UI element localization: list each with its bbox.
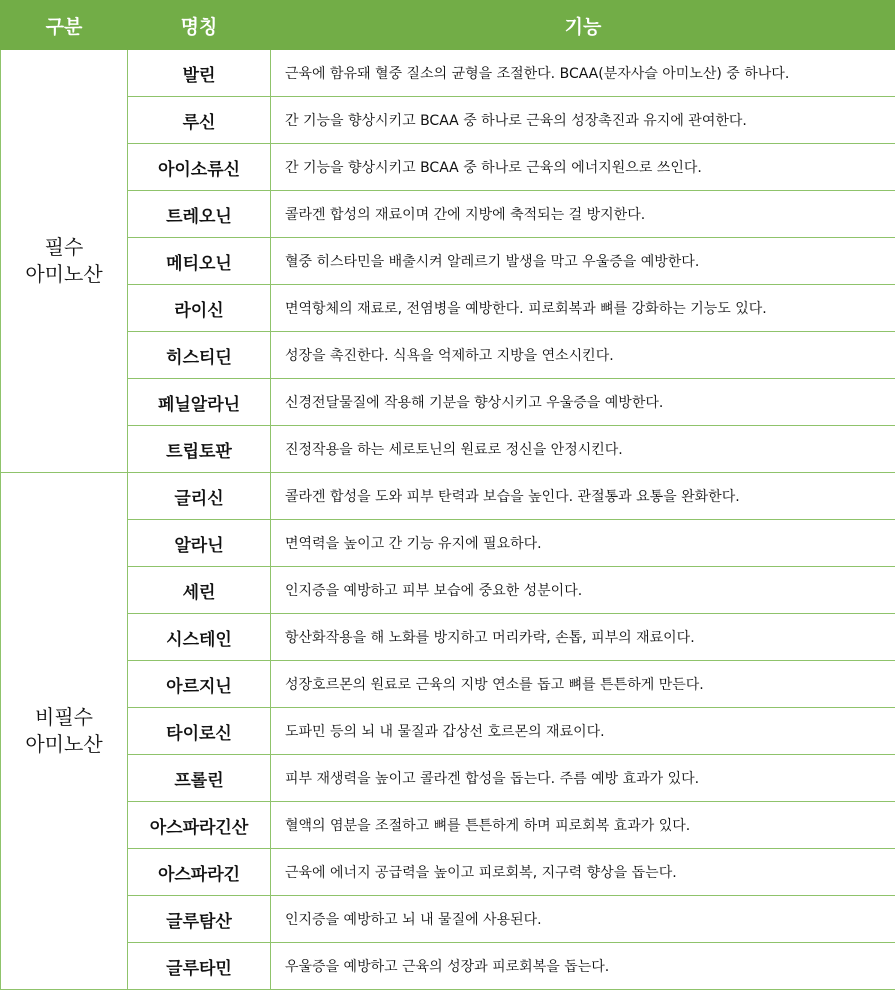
table-row [1, 191, 895, 238]
amino-acid-function: 성장호르몬의 원료로 근육의 지방 연소를 돕고 뼈를 튼튼하게 만든다. [271, 661, 895, 708]
amino-acid-name: 히스티딘 [128, 332, 271, 379]
amino-acid-name: 트레오닌 [128, 191, 271, 238]
amino-acid-function: 항산화작용을 해 노화를 방지하고 머리카락, 손톱, 피부의 재료이다. [271, 614, 895, 661]
amino-acid-function: 혈중 히스타민을 배출시켜 알레르기 발생을 막고 우울증을 예방한다. [271, 238, 895, 285]
amino-acid-function: 콜라겐 합성을 도와 피부 탄력과 보습을 높인다. 관절통과 요통을 완화한다. [271, 473, 895, 520]
table-row [1, 896, 895, 943]
amino-acid-function: 혈액의 염분을 조절하고 뼈를 튼튼하게 하며 피로회복 효과가 있다. [271, 802, 895, 849]
table-row [1, 426, 895, 473]
amino-acid-function: 피부 재생력을 높이고 콜라겐 합성을 돕는다. 주름 예방 효과가 있다. [271, 755, 895, 802]
table-row [1, 285, 895, 332]
amino-acid-function: 면역력을 높이고 간 기능 유지에 필요하다. [271, 520, 895, 567]
table-row [1, 849, 895, 896]
amino-acid-name: 세린 [128, 567, 271, 614]
table-row [1, 755, 895, 802]
table-row [1, 708, 895, 755]
group-label-line1: 비필수 [35, 705, 93, 729]
table-row [1, 50, 895, 97]
amino-acid-function: 간 기능을 향상시키고 BCAA 중 하나로 근육의 에너지원으로 쓰인다. [271, 144, 895, 191]
amino-acid-name: 라이신 [128, 285, 271, 332]
amino-acid-function: 성장을 촉진한다. 식욕을 억제하고 지방을 연소시킨다. [271, 332, 895, 379]
amino-acid-name: 페닐알라닌 [128, 379, 271, 426]
group-label-line1: 필수 [44, 235, 84, 259]
header-group: 구분 [1, 1, 128, 50]
table-row [1, 943, 895, 990]
amino-acid-name: 시스테인 [128, 614, 271, 661]
amino-acid-name: 글루타민 [128, 943, 271, 990]
table-row [1, 473, 895, 520]
amino-acid-function: 인지증을 예방하고 피부 보습에 중요한 성분이다. [271, 567, 895, 614]
amino-acid-name: 글리신 [128, 473, 271, 520]
header-row [1, 1, 895, 50]
table-row [1, 379, 895, 426]
amino-acid-name: 아르지닌 [128, 661, 271, 708]
amino-acid-function: 인지증을 예방하고 뇌 내 물질에 사용된다. [271, 896, 895, 943]
group-cell-nonessential [1, 473, 128, 990]
group-cell-essential [1, 50, 128, 473]
table-row [1, 332, 895, 379]
amino-acid-name: 루신 [128, 97, 271, 144]
header-function: 기능 [271, 1, 895, 50]
table-row [1, 802, 895, 849]
table-row [1, 567, 895, 614]
amino-acid-name: 아이소류신 [128, 144, 271, 191]
table-row [1, 97, 895, 144]
amino-acid-function: 근육에 에너지 공급력을 높이고 피로회복, 지구력 향상을 돕는다. [271, 849, 895, 896]
amino-acid-name: 프롤린 [128, 755, 271, 802]
amino-acid-name: 타이로신 [128, 708, 271, 755]
header-name: 명칭 [128, 1, 271, 50]
amino-acid-function: 신경전달물질에 작용해 기분을 향상시키고 우울증을 예방한다. [271, 379, 895, 426]
table-row [1, 520, 895, 567]
amino-acid-function: 진정작용을 하는 세로토닌의 원료로 정신을 안정시킨다. [271, 426, 895, 473]
group-label-line2: 아미노산 [25, 262, 103, 286]
table-row [1, 144, 895, 191]
amino-acid-name: 알라닌 [128, 520, 271, 567]
table-row [1, 614, 895, 661]
table-row [1, 238, 895, 285]
amino-acid-name: 아스파라긴산 [128, 802, 271, 849]
amino-acid-function: 우울증을 예방하고 근육의 성장과 피로회복을 돕는다. [271, 943, 895, 990]
amino-acid-function: 면역항체의 재료로, 전염병을 예방한다. 피로회복과 뼈를 강화하는 기능도 있다. [271, 285, 895, 332]
amino-acid-name: 트립토판 [128, 426, 271, 473]
amino-acid-name: 발린 [128, 50, 271, 97]
amino-acid-function: 근육에 함유돼 혈중 질소의 균형을 조절한다. BCAA(분자사슬 아미노산) 중 하나다. [271, 50, 895, 97]
amino-acid-name: 메티오닌 [128, 238, 271, 285]
table-row [1, 661, 895, 708]
amino-acid-function: 콜라겐 합성의 재료이며 간에 지방에 축적되는 걸 방지한다. [271, 191, 895, 238]
amino-acid-function: 간 기능을 향상시키고 BCAA 중 하나로 근육의 성장촉진과 유지에 관여한다. [271, 97, 895, 144]
amino-acid-name: 아스파라긴 [128, 849, 271, 896]
amino-acid-name: 글루탐산 [128, 896, 271, 943]
amino-acid-function: 도파민 등의 뇌 내 물질과 갑상선 호르몬의 재료이다. [271, 708, 895, 755]
group-label-line2: 아미노산 [25, 732, 103, 756]
